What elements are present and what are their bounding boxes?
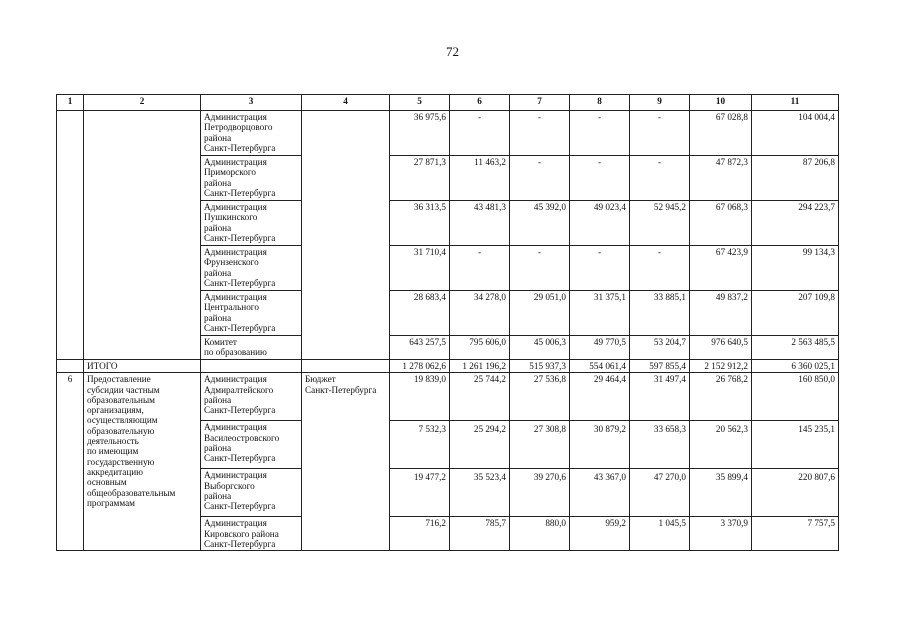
cell-value: - bbox=[570, 156, 630, 201]
cell-value: - bbox=[630, 111, 690, 156]
header-cell: 11 bbox=[752, 95, 839, 111]
cell-administrator bbox=[201, 336, 302, 360]
cell-line: Санкт-Петербурга bbox=[204, 142, 276, 153]
cell-value: 7 532,3 bbox=[390, 421, 450, 469]
cell-line: Петродворцового bbox=[204, 122, 273, 133]
total-value: 515 937,3 bbox=[510, 360, 570, 373]
cell-value: 29 051,0 bbox=[510, 291, 570, 336]
cell-value: - bbox=[450, 111, 510, 156]
cell-line: организациям, bbox=[87, 405, 144, 416]
cell-line: Администрация bbox=[204, 112, 267, 122]
cell-line: Санкт-Петербурга bbox=[204, 187, 276, 198]
cell-line: Администрация bbox=[204, 374, 267, 385]
cell-value: 67 423,9 bbox=[690, 246, 752, 291]
cell-value: - bbox=[630, 246, 690, 291]
cell-description bbox=[84, 111, 201, 360]
cell-line: Выборгского bbox=[204, 480, 255, 491]
cell-line: Центрального bbox=[204, 302, 259, 313]
cell-value: 53 204,7 bbox=[630, 336, 690, 360]
cell-line: Санкт-Петербурга bbox=[204, 501, 276, 512]
table-header-row bbox=[57, 95, 839, 111]
cell-value: 33 658,3 bbox=[630, 421, 690, 469]
cell-value: 43 481,3 bbox=[450, 201, 510, 246]
cell-line: района bbox=[204, 177, 232, 188]
cell-source bbox=[302, 111, 390, 360]
cell-value: 49 023,4 bbox=[570, 201, 630, 246]
cell-value: 31 497,4 bbox=[630, 373, 690, 421]
cell-value: 160 850,0 bbox=[752, 373, 839, 421]
cell-line: Санкт-Петербурга bbox=[204, 405, 276, 416]
cell-line: Санкт-Петербурга bbox=[204, 232, 276, 243]
cell-administrator bbox=[201, 201, 302, 246]
cell-line: Предоставление bbox=[87, 374, 151, 385]
header-cell: 7 bbox=[510, 95, 570, 111]
cell-line: по имеющим bbox=[87, 446, 139, 457]
total-value: 6 360 025,1 bbox=[752, 360, 839, 373]
cell-value: 36 313,5 bbox=[390, 201, 450, 246]
section-source bbox=[302, 373, 390, 551]
cell-value: - bbox=[630, 156, 690, 201]
cell-value: 294 223,7 bbox=[752, 201, 839, 246]
cell-source bbox=[302, 360, 390, 373]
table-row bbox=[57, 373, 839, 421]
cell-value: 104 004,4 bbox=[752, 111, 839, 156]
cell-line: Бюджет bbox=[305, 374, 336, 385]
total-value: 1 261 196,2 bbox=[450, 360, 510, 373]
cell-line: основным bbox=[87, 477, 127, 488]
cell-line: района bbox=[204, 490, 232, 501]
page-number: 72 bbox=[446, 44, 459, 59]
total-value: 597 855,4 bbox=[630, 360, 690, 373]
cell-administrator bbox=[201, 469, 302, 517]
cell-line: Администрация bbox=[204, 202, 267, 212]
cell-value: 976 640,5 bbox=[690, 336, 752, 360]
header-cell: 8 bbox=[570, 95, 630, 111]
cell-line: Санкт-Петербурга bbox=[305, 384, 377, 395]
cell-value: 2 563 485,5 bbox=[752, 336, 839, 360]
cell-value: 716,2 bbox=[390, 517, 450, 551]
cell-line: осуществляющим bbox=[87, 415, 158, 426]
cell-value: 220 807,6 bbox=[752, 469, 839, 517]
cell-value: 39 270,6 bbox=[510, 469, 570, 517]
total-value: 2 152 912,2 bbox=[690, 360, 752, 373]
cell-value: 99 134,3 bbox=[752, 246, 839, 291]
cell-value: 47 270,0 bbox=[630, 469, 690, 517]
header-cell: 6 bbox=[450, 95, 510, 111]
header-cell: 5 bbox=[390, 95, 450, 111]
cell-line: района bbox=[204, 442, 232, 453]
header-cell: 9 bbox=[630, 95, 690, 111]
cell-line: района bbox=[204, 394, 232, 405]
header-cell: 10 bbox=[690, 95, 752, 111]
cell-line: Приморского bbox=[204, 167, 256, 178]
cell-line: программам bbox=[87, 497, 136, 508]
cell-value: 25 744,2 bbox=[450, 373, 510, 421]
cell-line: Администрация bbox=[204, 422, 267, 433]
cell-line: Администрация bbox=[204, 292, 267, 302]
cell-value: 87 206,8 bbox=[752, 156, 839, 201]
cell-line: Администрация bbox=[204, 157, 267, 167]
cell-value: 643 257,5 bbox=[390, 336, 450, 360]
cell-line: образовательным bbox=[87, 394, 155, 405]
cell-line: по образованию bbox=[204, 347, 267, 358]
cell-value: 785,7 bbox=[450, 517, 510, 551]
cell-value: 49 837,2 bbox=[690, 291, 752, 336]
cell-value: 49 770,5 bbox=[570, 336, 630, 360]
cell-value: 35 899,4 bbox=[690, 469, 752, 517]
cell-value: 35 523,4 bbox=[450, 469, 510, 517]
cell-value: 31 375,1 bbox=[570, 291, 630, 336]
total-value: 554 061,4 bbox=[570, 360, 630, 373]
cell-line: образовательную bbox=[87, 425, 155, 436]
cell-line: Санкт-Петербурга bbox=[204, 277, 276, 288]
total-value: 1 278 062,6 bbox=[390, 360, 450, 373]
cell-value: - bbox=[510, 156, 570, 201]
cell-line: аккредитацию bbox=[87, 466, 144, 477]
cell-line: Администрация bbox=[204, 247, 267, 257]
cell-value: 959,2 bbox=[570, 517, 630, 551]
cell-administrator bbox=[201, 421, 302, 469]
cell-value: 880,0 bbox=[510, 517, 570, 551]
cell-line: Фрунзенского bbox=[204, 257, 259, 268]
cell-value: 20 562,3 bbox=[690, 421, 752, 469]
cell-line: Василеостровского bbox=[204, 432, 280, 443]
total-row bbox=[57, 360, 839, 373]
cell-administrator bbox=[201, 246, 302, 291]
cell-value: 31 710,4 bbox=[390, 246, 450, 291]
cell-value: 27 536,8 bbox=[510, 373, 570, 421]
cell-value: 11 463,2 bbox=[450, 156, 510, 201]
cell-line: района bbox=[204, 267, 232, 278]
cell-value: 3 370,9 bbox=[690, 517, 752, 551]
cell-line: Администрация bbox=[204, 470, 267, 481]
cell-line: Санкт-Петербурга bbox=[204, 538, 276, 549]
cell-value: 47 872,3 bbox=[690, 156, 752, 201]
cell-value: 1 045,5 bbox=[630, 517, 690, 551]
cell-line: общеобразовательным bbox=[87, 487, 176, 498]
total-label: ИТОГО bbox=[84, 360, 201, 373]
cell-value: - bbox=[510, 111, 570, 156]
cell-value: 25 294,2 bbox=[450, 421, 510, 469]
cell-value: 145 235,1 bbox=[752, 421, 839, 469]
cell-value: 43 367,0 bbox=[570, 469, 630, 517]
header-cell: 1 bbox=[57, 95, 84, 111]
cell-value: 207 109,8 bbox=[752, 291, 839, 336]
cell-value: 29 464,4 bbox=[570, 373, 630, 421]
cell-line: Пушкинского bbox=[204, 212, 258, 223]
cell-line: Комитет bbox=[204, 337, 237, 347]
cell-value: 30 879,2 bbox=[570, 421, 630, 469]
cell-value: 67 028,8 bbox=[690, 111, 752, 156]
section-description bbox=[84, 373, 201, 551]
cell-line: субсидии частным bbox=[87, 384, 160, 395]
cell-line: Кировского района bbox=[204, 528, 279, 539]
cell-value: 27 871,3 bbox=[390, 156, 450, 201]
cell-administrator bbox=[201, 517, 302, 551]
cell-value: - bbox=[570, 111, 630, 156]
header-cell: 3 bbox=[201, 95, 302, 111]
cell-value: - bbox=[570, 246, 630, 291]
cell-value: - bbox=[510, 246, 570, 291]
cell-administrator bbox=[201, 156, 302, 201]
cell-value: - bbox=[450, 246, 510, 291]
cell-line: Адмиралтейского bbox=[204, 384, 274, 395]
cell-line: государственную bbox=[87, 456, 155, 467]
cell-value: 7 757,5 bbox=[752, 517, 839, 551]
cell-administrator bbox=[201, 373, 302, 421]
cell-line: Санкт-Петербурга bbox=[204, 453, 276, 464]
cell-line: района bbox=[204, 222, 232, 233]
cell-value: 45 392,0 bbox=[510, 201, 570, 246]
cell-number bbox=[57, 111, 84, 360]
cell-value: 33 885,1 bbox=[630, 291, 690, 336]
cell-value: 45 006,3 bbox=[510, 336, 570, 360]
cell-value: 19 477,2 bbox=[390, 469, 450, 517]
cell-line: Санкт-Петербурга bbox=[204, 322, 276, 333]
cell-value: 28 683,4 bbox=[390, 291, 450, 336]
cell-value: 52 945,2 bbox=[630, 201, 690, 246]
cell-value: 34 278,0 bbox=[450, 291, 510, 336]
header-cell: 4 bbox=[302, 95, 390, 111]
cell-value: 36 975,6 bbox=[390, 111, 450, 156]
cell-value: 26 768,2 bbox=[690, 373, 752, 421]
cell-line: района bbox=[204, 132, 232, 143]
cell-administrator bbox=[201, 291, 302, 336]
table-row bbox=[57, 111, 839, 156]
header-cell: 2 bbox=[84, 95, 201, 111]
cell-value: 27 308,8 bbox=[510, 421, 570, 469]
section-number: 6 bbox=[57, 373, 84, 551]
cell-line: деятельность bbox=[87, 436, 139, 447]
cell-value: 795 606,0 bbox=[450, 336, 510, 360]
cell-value: 19 839,0 bbox=[390, 373, 450, 421]
cell-line: Администрация bbox=[204, 518, 267, 529]
cell-number bbox=[57, 360, 84, 373]
budget-table bbox=[56, 94, 839, 551]
cell-line: района bbox=[204, 312, 232, 323]
cell-administrator bbox=[201, 111, 302, 156]
cell-value: 67 068,3 bbox=[690, 201, 752, 246]
cell-administrator bbox=[201, 360, 302, 373]
